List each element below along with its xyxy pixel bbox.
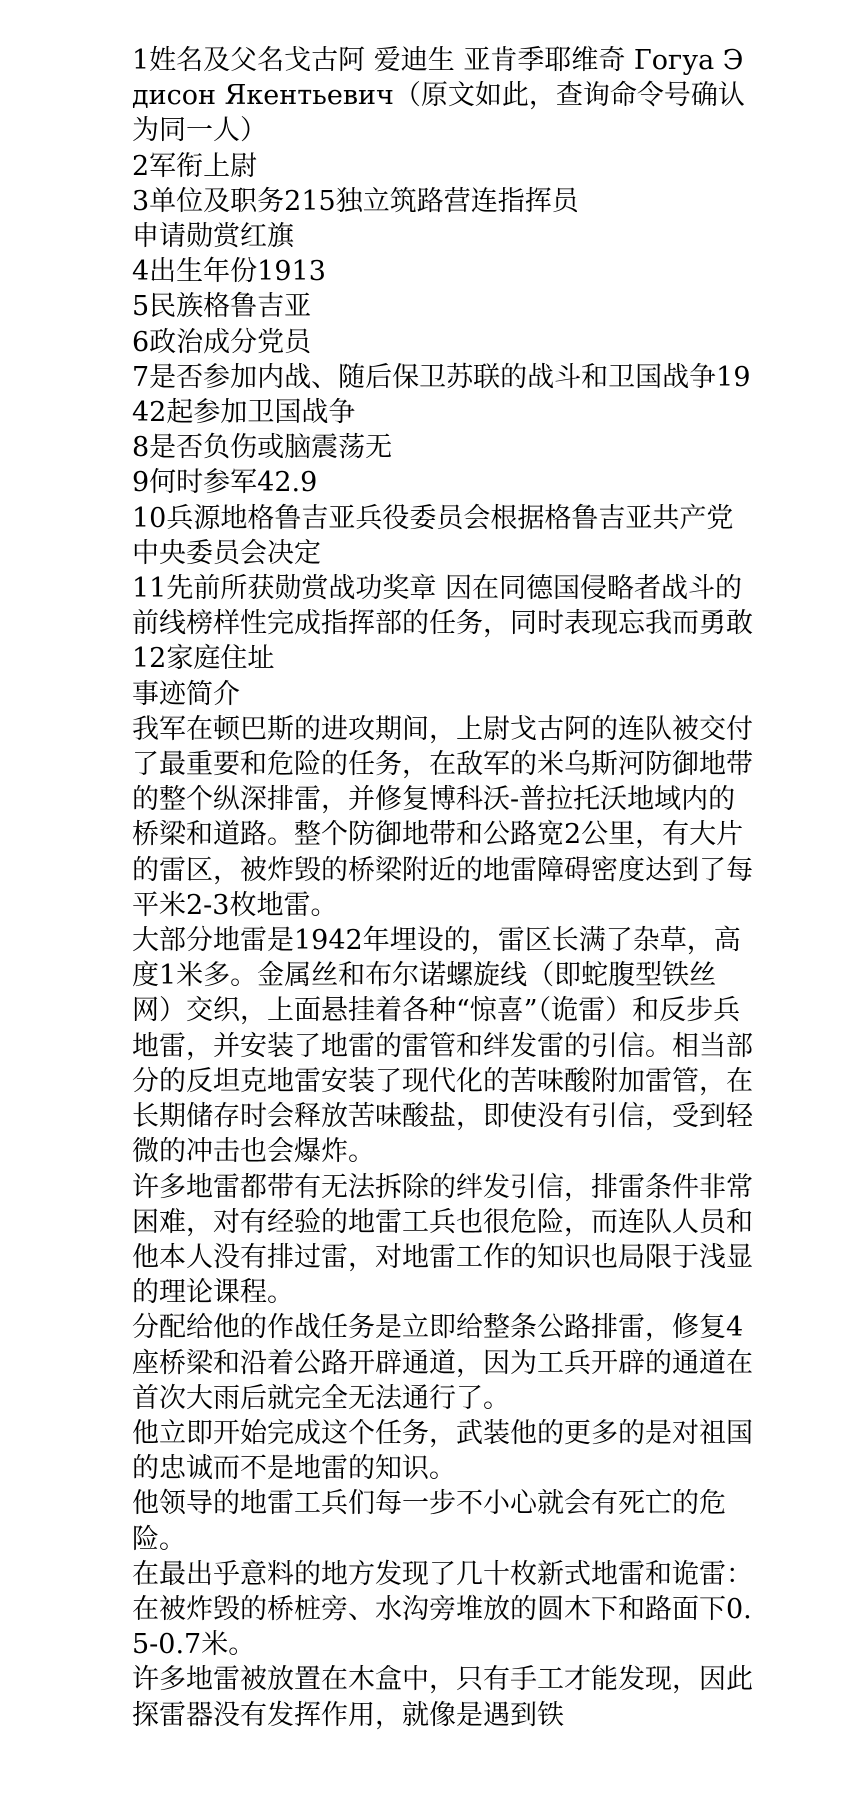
field-home-address: 12家庭住址 (132, 643, 275, 675)
paragraph: 他立即开始完成这个任务，武装他的更多的是对祖国的忠诚而不是地雷的知识。 (132, 1417, 753, 1485)
section-title: 事迹简介 (132, 678, 240, 710)
paragraph: 分配给他的作战任务是立即给整条公路排雷，修复4座桥梁和沿着公路开辟通道，因为工兵开辟的通道在首次大雨后就完全无法通行了。 (132, 1312, 753, 1414)
field-enlistment-date: 9何时参军42.9 (132, 467, 318, 499)
field-birth-year: 4出生年份1913 (132, 256, 326, 288)
field-name: 1姓名及父名戈古阿 爱迪生 亚肯季耶维奇 Гогуа Эдисон Якентьевич（原文如此，查询命令号确认为同一人） (132, 45, 745, 147)
field-previous-awards: 11先前所获勋赏战功奖章 因在同德国侵略者战斗的前线榜样性完成指挥部的任务，同时表现忘我而勇敢 (132, 573, 753, 640)
paragraph: 他领导的地雷工兵们每一步不小心就会有死亡的危险。 (132, 1488, 726, 1555)
field-war-participation: 7是否参加内战、随后保卫苏联的战斗和卫国战争1942起参加卫国战争 (132, 361, 751, 429)
field-rank: 2军衔上尉 (132, 150, 258, 182)
document-page (132, 43, 754, 1733)
field-unit-position: 3单位及职务215独立筑路营连指挥员 (132, 185, 579, 217)
field-wounds: 8是否负伤或脑震荡无 (132, 432, 393, 464)
paragraph: 许多地雷被放置在木盒中，只有手工才能发现，因此探雷器没有发挥作用，就像是遇到铁 (132, 1664, 753, 1731)
field-award-requested: 申请勋赏红旗 (132, 221, 294, 253)
paragraph: 许多地雷都带有无法拆除的绊发引信，排雷条件非常困难，对有经验的地雷工兵也很危险，而连队人员和他本人没有排过雷，对地雷工作的知识也局限于浅显的理论课程。 (132, 1171, 753, 1309)
paragraph: 在最出乎意料的地方发现了几十枚新式地雷和诡雷：在被炸毁的桥桩旁、水沟旁堆放的圆木下和路面下0.5-0.7米。 (132, 1558, 753, 1661)
field-conscription-source: 10兵源地格鲁吉亚兵役委员会根据格鲁吉亚共产党中央委员会决定 (132, 502, 734, 569)
field-nationality: 5民族格鲁吉亚 (132, 291, 312, 323)
paragraph: 大部分地雷是1942年埋设的，雷区长满了杂草，高度1米多。金属丝和布尔诺螺旋线（即蛇腹型铁丝网）交织，上面悬挂着各种“惊喜”（诡雷）和反步兵地雷，并安装了地雷的雷管和绊发雷的引信。相当部分的反坦克地雷安装了现代化的苦味酸附加雷管，在长期储存时会释放苦味酸盐，即使没有引信，受到轻微的冲击也会爆炸。 (132, 925, 753, 1168)
field-party-status: 6政治成分党员 (132, 326, 312, 358)
paragraph: 我军在顿巴斯的进攻期间，上尉戈古阿的连队被交付了最重要和危险的任务，在敌军的米乌斯河防御地带的整个纵深排雷，并修复博科沃-普拉托沃地域内的桥梁和道路。整个防御地带和公路宽2公里，有大片的雷区，被炸毁的桥梁附近的地雷障碍密度达到了每平米2-3枚地雷。 (132, 713, 753, 921)
